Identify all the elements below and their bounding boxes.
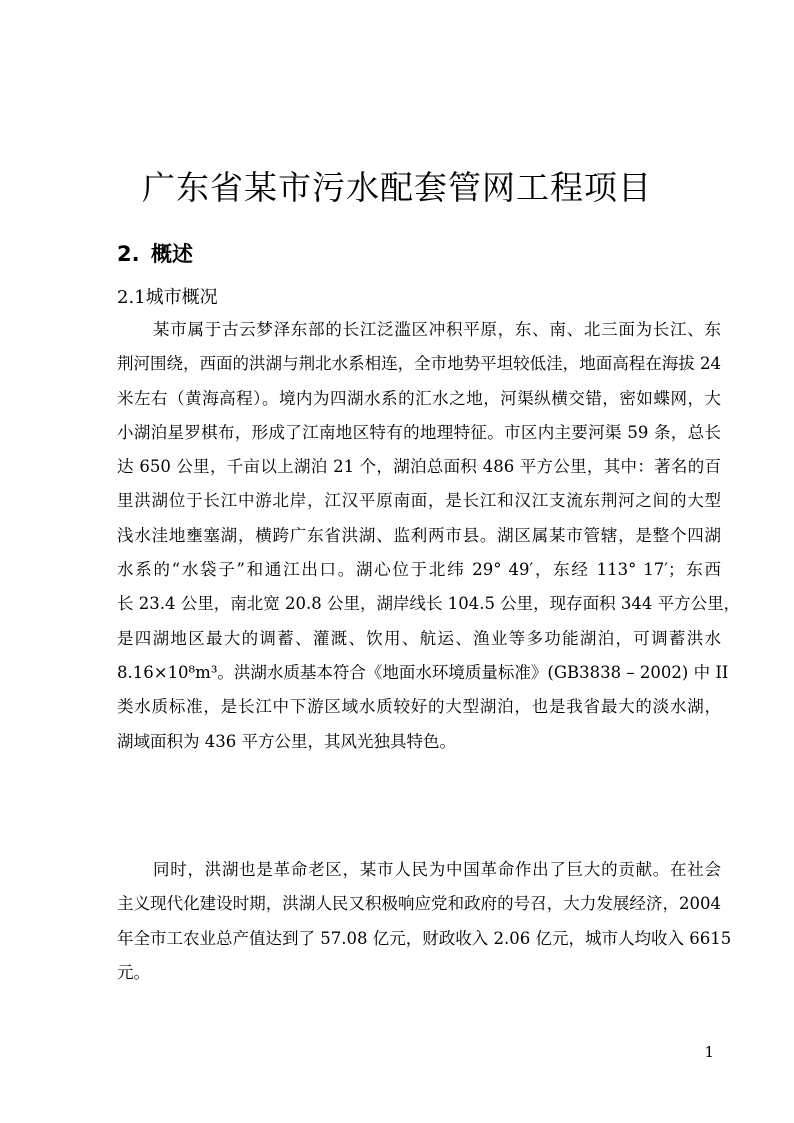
section-heading [117, 236, 193, 272]
paragraph-line: 里洪湖位于长江中游北岸，江汉平原南面，是长江和汉江支流东荆河之间的大型 [117, 491, 721, 511]
paragraph-line: 类水质标准，是长江中下游区域水质较好的大型湖泊，也是我省最大的淡水湖， [117, 697, 721, 717]
paragraph-line: 湖域面积为 436 平方公里，其风光独具特色。 [117, 731, 456, 751]
paragraph-line: 某市属于古云梦泽东部的长江泛滥区冲积平原，东、南、北三面为长江、东 [153, 320, 721, 339]
paragraph-line: 达 650 公里，千亩以上湖泊 21 个，湖泊总面积 486 平方公里，其中：著名的百 [117, 457, 721, 477]
paragraph-line: 元。 [117, 962, 150, 982]
paragraph-line: 同时，洪湖也是革命老区，某市人民为中国革命作出了巨大的贡献。在社会 [153, 860, 721, 879]
subsection-title: 城市概况 [145, 287, 218, 308]
paragraph-line: 荆河围绕，西面的洪湖与荆北水系相连，全市地势平坦较低洼，地面高程在海拔 24 [117, 354, 721, 374]
paragraph-overview [117, 313, 741, 759]
subsection-heading [117, 283, 218, 313]
paragraph-line: 小湖泊星罗棋布，形成了江南地区特有的地理特征。市区内主要河渠 59 条，总长 [117, 422, 721, 442]
paragraph-line: 米左右（黄海高程）。境内为四湖水系的汇水之地，河渠纵横交错，密如蝶网，大 [117, 388, 721, 408]
section-title: 概述 [151, 242, 193, 266]
page-number: 1 [704, 1043, 714, 1061]
document-title: 广东省某市污水配套管网工程项目 [142, 168, 652, 207]
paragraph-line: 长 23.4 公里，南北宽 20.8 公里，湖岸线长 104.5 公里，现存面积 344 平方公里， [117, 594, 741, 614]
paragraph-economy [117, 853, 732, 990]
paragraph-line: 浅水洼地壅塞湖，横跨广东省洪湖、监利两市县。湖区属某市管辖，是整个四湖 [117, 525, 721, 545]
section-number: 2. [117, 242, 140, 266]
paragraph-line: 主义现代化建设时期，洪湖人民又积极响应党和政府的号召，大力发展经济，2004 [117, 894, 721, 914]
paragraph-line: 年全市工农业总产值达到了 57.08 亿元，财政收入 2.06 亿元，城市人均收入 6615 [117, 928, 732, 948]
paragraph-line: 是四湖地区最大的调蓄、灌溉、饮用、航运、渔业等多功能湖泊，可调蓄洪水 [117, 628, 721, 648]
subsection-number: 2.1 [117, 287, 146, 308]
paragraph-line: 水系的“水袋子”和通江出口。湖心位于北纬 29° 49′，东经 113° 17′；东西 [117, 560, 721, 580]
paragraph-line: 8.16×10⁸m³。洪湖水质基本符合《地面水环境质量标准》(GB3838 – 2002) 中 II [117, 662, 729, 682]
